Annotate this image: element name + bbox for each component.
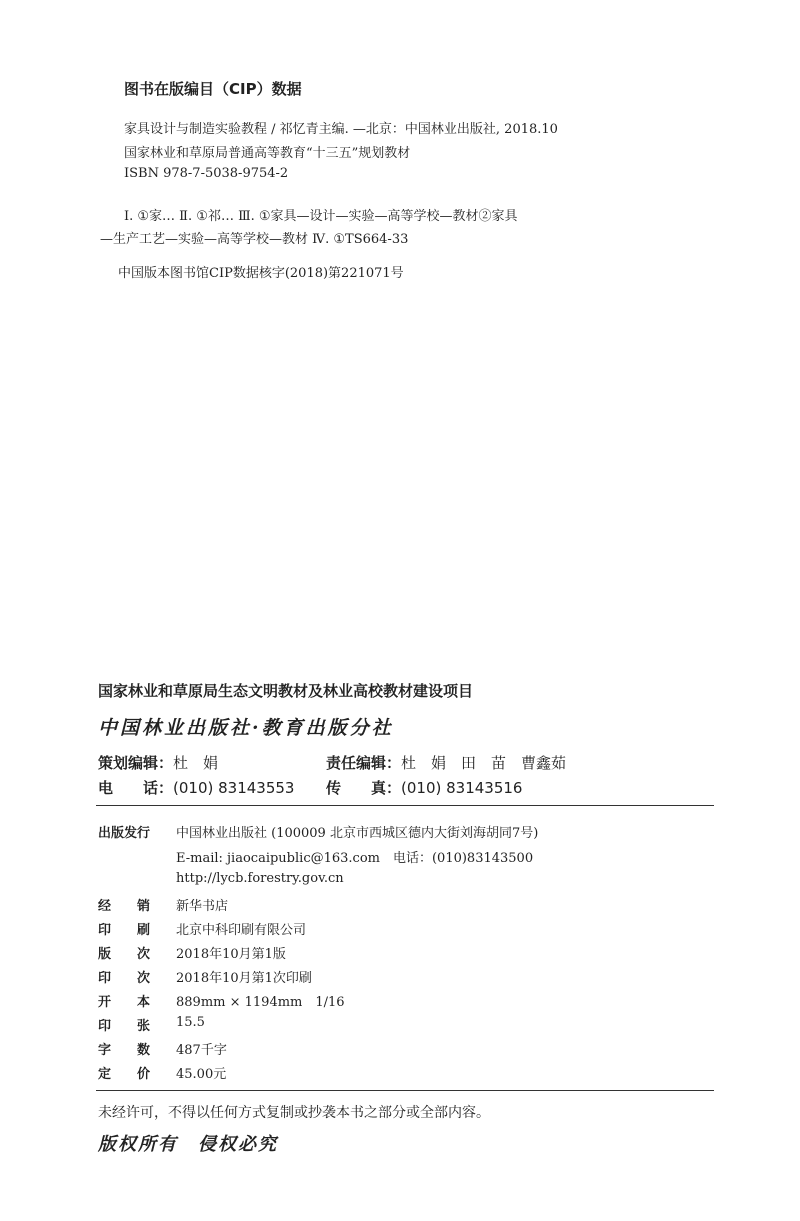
info-value: E-mail: jiaocaipublic@163.com 电话：(010)83143500 (176, 851, 534, 866)
rights-statement: 版权所有 侵权必究 (98, 1134, 278, 1155)
cip-line: —生产工艺—实验—高等学校—教材 Ⅳ. ①TS664-33 (100, 232, 409, 247)
info-value: 15.5 (176, 1015, 205, 1030)
phone-value: (010) 83143553 (173, 779, 295, 797)
info-label: 定 价 (98, 1067, 151, 1082)
responsible-editor-label: 责任编辑： (326, 754, 402, 772)
responsible-editor-value: 杜 娟 田 苗 曹鑫茹 (401, 754, 567, 772)
phone (98, 777, 294, 798)
fax (326, 777, 522, 798)
planning-editor-value: 杜 娟 (173, 754, 219, 772)
info-value: 2018年10月第1次印刷 (176, 971, 312, 986)
cip-line: ISBN 978-7-5038-9754-2 (124, 166, 289, 181)
info-value: 45.00元 (176, 1067, 227, 1082)
info-value: 2018年10月第1版 (176, 947, 286, 962)
info-value: 487千字 (176, 1043, 227, 1058)
info-value: http://lycb.forestry.gov.cn (176, 871, 344, 886)
planning-editor-label: 策划编辑： (98, 754, 174, 772)
cip-line: Ⅰ. ①家… Ⅱ. ①祁… Ⅲ. ①家具—设计—实验—高等学校—教材②家具 (124, 209, 518, 224)
info-label: 出版发行 (98, 826, 151, 841)
series-title: 国家林业和草原局生态文明教材及林业高校教材建设项目 (98, 682, 474, 700)
phone-label: 电 话： (98, 779, 174, 797)
divider-bottom (96, 1090, 714, 1091)
copyright-note: 未经许可，不得以任何方式复制或抄袭本书之部分或全部内容。 (98, 1105, 490, 1121)
cip-number: 中国版本图书馆CIP数据核字(2018)第221071号 (118, 266, 404, 281)
info-label: 印 刷 (98, 923, 151, 938)
publisher-name: 中国林业出版社·教育出版分社 (98, 717, 394, 739)
cip-title: 图书在版编目（CIP）数据 (124, 80, 302, 98)
info-label: 开 本 (98, 995, 151, 1010)
divider-top (96, 805, 714, 806)
fax-value: (010) 83143516 (401, 779, 523, 797)
info-label: 印 张 (98, 1019, 151, 1034)
info-label: 版 次 (98, 947, 151, 962)
info-value: 中国林业出版社 (100009 北京市西城区德内大街刘海胡同7号) (176, 826, 539, 841)
info-label: 经 销 (98, 899, 151, 914)
planning-editor (98, 752, 218, 773)
info-value: 新华书店 (176, 899, 229, 914)
fax-label: 传 真： (326, 779, 402, 797)
info-label: 印 次 (98, 971, 151, 986)
info-label: 字 数 (98, 1043, 151, 1058)
cip-line: 家具设计与制造实验教程 / 祁忆青主编. —北京：中国林业出版社, 2018.10 (124, 122, 558, 137)
responsible-editor (326, 752, 566, 773)
info-value: 北京中科印刷有限公司 (176, 923, 307, 938)
info-value: 889mm × 1194mm 1/16 (176, 995, 345, 1010)
cip-line: 国家林业和草原局普通高等教育“十三五”规划教材 (124, 146, 411, 161)
